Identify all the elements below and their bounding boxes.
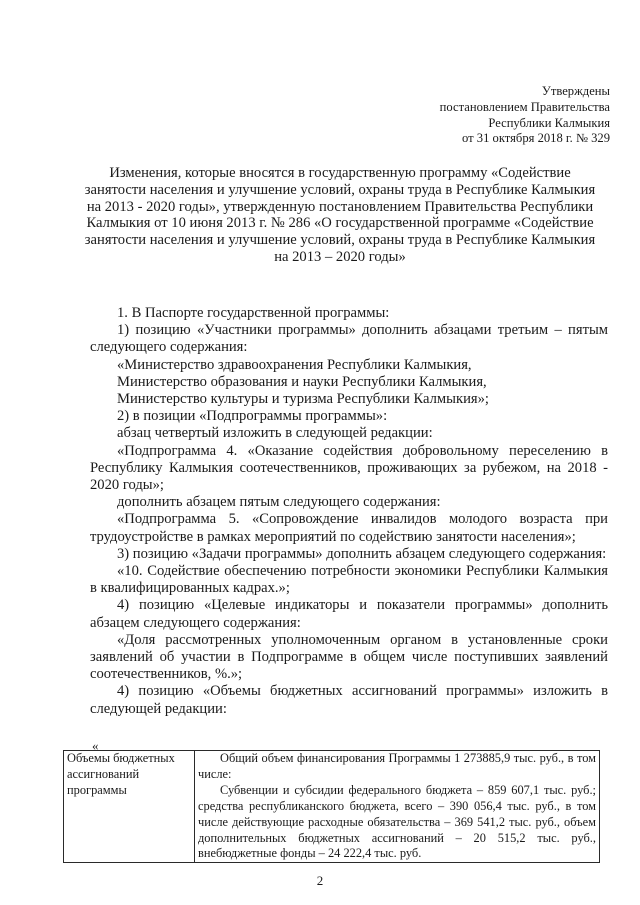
page-number: 2 xyxy=(316,873,324,888)
document-title xyxy=(70,165,610,266)
paragraph: 4) позицию «Целевые индикаторы и показатели программы» дополнить абзацем следующего содержания: xyxy=(90,597,608,631)
title-line: на 2013 – 2020 годы» xyxy=(274,248,406,265)
paragraph: Министерство культуры и туризма Республики Калмыкия»; xyxy=(117,391,489,408)
table-label-cell: Объемы бюджетных ассигнований программы xyxy=(64,751,195,863)
paragraph: 1. В Паспорте государственной программы: xyxy=(117,305,390,321)
paragraph: 4) позицию «Объемы бюджетных ассигнований программы» изложить в следующей редакции: xyxy=(90,683,608,717)
approval-stamp xyxy=(440,84,610,147)
paragraph: «Подпрограмма 4. «Оказание содействия добровольному переселению в Республику Калмыкия соотечественников, проживающих за рубежом, на 2018 - 2020 годы»; xyxy=(90,442,608,494)
title-line: на 2013 - 2020 годы», утвержденную постановлением Правительства Республики xyxy=(86,198,594,215)
title-line: занятости населения и улучшение условий, охраны труда в Республике Калмыкия xyxy=(84,232,596,249)
paragraph: абзац четвертый изложить в следующей редакции: xyxy=(117,425,433,442)
paragraph: 2) в позиции «Подпрограммы программы»: xyxy=(117,408,388,425)
document-body xyxy=(90,305,608,718)
table-row xyxy=(64,751,600,863)
table-value-cell xyxy=(195,751,600,863)
paragraph: «Министерство здравоохранения Республики Калмыкия, xyxy=(117,356,472,373)
title-line: занятости населения и улучшение условий, охраны труда в Республике Калмыкия xyxy=(84,181,596,198)
paragraph: «Доля рассмотренных уполномоченным органом в установленные сроки заявлений об участии в Подпрограмме в общем числе поступивших заявлений соотечественников, %.»; xyxy=(90,631,608,683)
approval-line: от 31 октября 2018 г. № 329 xyxy=(462,131,610,146)
title-line: Калмыкия от 10 июня 2013 г. № 286 «О государственной программе «Содействие xyxy=(86,215,594,232)
paragraph: дополнить абзацем пятым следующего содержания: xyxy=(117,494,441,511)
approval-line: постановлением Правительства xyxy=(439,99,610,114)
paragraph: 3) позицию «Задачи программы» дополнить абзацем следующего содержания: xyxy=(117,545,607,562)
title-line: Изменения, которые вносятся в государственную программу «Содействие xyxy=(109,165,571,181)
paragraph: «Подпрограмма 5. «Сопровождение инвалидов молодого возраста при трудоустройстве в рамках мероприятий по содействию занятости населения»; xyxy=(90,511,608,545)
opening-quote-mark: « xyxy=(92,738,99,753)
approval-line: Республики Калмыкия xyxy=(488,115,610,130)
approval-line: Утверждены xyxy=(541,84,610,98)
table-text: Субвенции и субсидии федерального бюджета – 859 607,1 тыс. руб.; средства республиканского бюджета, всего – 390 056,4 тыс. руб., в том числе действующие расходные обязательства – 369 541,2 тыс. руб., объем дополнительных бюджетных ассигнований – 20 515,2 тыс. руб., внебюджетные фонды – 24 222,4 тыс. руб. xyxy=(198,782,596,861)
paragraph: Министерство образования и науки Республики Калмыкия, xyxy=(117,373,487,390)
budget-table xyxy=(63,750,600,863)
paragraph: «10. Содействие обеспечению потребности экономики Республики Калмыкия в квалифицированных кадрах.»; xyxy=(90,563,608,597)
table-text: Общий объем финансирования Программы 1 273885,9 тыс. руб., в том числе: xyxy=(198,751,596,781)
paragraph: 1) позицию «Участники программы» дополнить абзацами третьим – пятым следующего содержания: xyxy=(90,322,608,356)
